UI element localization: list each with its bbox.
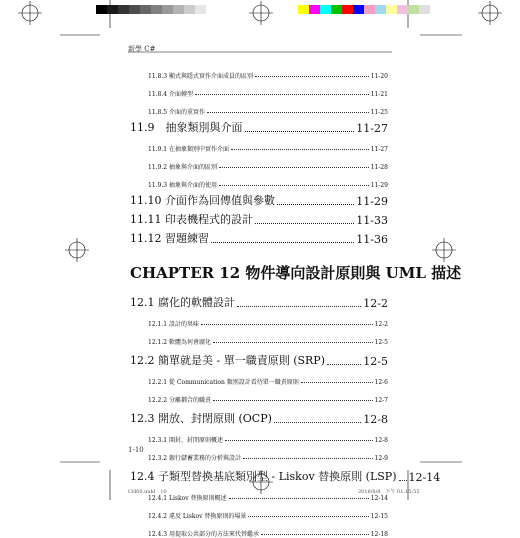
color-swatch (408, 5, 419, 14)
color-swatch (96, 5, 107, 14)
toc-subsection-entry (130, 444, 388, 462)
color-swatch (206, 5, 217, 14)
dot-leader (195, 94, 369, 95)
toc-entry-page: 12-2 (374, 321, 388, 328)
color-swatch (419, 5, 430, 14)
toc-entry-title: 12.1 腐化的軟體設計 (130, 296, 235, 309)
toc-entry-title: 12.2 簡單就是美 - 單一職責原則 (SRP) (130, 354, 325, 367)
dot-leader (201, 324, 373, 325)
toc-section-entry (130, 116, 388, 135)
toc-entry-title: 11.9 抽象類別與介面 (130, 121, 243, 134)
toc-entry-title: 12.3.1 開封、封閉原則概述 (148, 437, 223, 444)
toc-section-entry (130, 189, 388, 208)
color-swatch (184, 5, 195, 14)
toc-entry-page: 12-14 (370, 495, 388, 502)
toc-entry-title: 12.3.2 銀行儲蓄業務的分析與設計 (148, 455, 241, 462)
dot-leader (255, 223, 354, 224)
dot-leader (231, 149, 369, 150)
color-swatch (364, 5, 375, 14)
color-swatch (173, 5, 184, 14)
toc-entry-page: 11-33 (356, 214, 388, 227)
toc-entry-title: 11.9.1 在抽象類別中實作介面 (148, 146, 229, 153)
color-swatch (342, 5, 353, 14)
toc-entry-title: 12.2.2 分離耦合的職責 (148, 397, 211, 404)
chapter-heading: CHAPTER 12 物件導向設計原則與 UML 描述 (130, 264, 462, 282)
toc-entry-page: 12-5 (374, 339, 388, 346)
color-swatch (129, 5, 140, 14)
toc-entry-page: 11-36 (356, 233, 388, 246)
dot-leader (245, 131, 355, 132)
toc-subsection-entry (130, 520, 388, 538)
dot-leader (237, 306, 361, 307)
toc-entry-page: 12-6 (374, 379, 388, 386)
dot-leader (213, 400, 373, 401)
color-swatch (140, 5, 151, 14)
toc-entry-page: 11-25 (370, 109, 388, 116)
toc-entry-page: 12-7 (374, 397, 388, 404)
page-number: 1-10 (128, 446, 144, 454)
color-swatch (331, 5, 342, 14)
color-bar (298, 5, 430, 14)
toc-entry-title: 11.8.5 介面的重實作 (148, 109, 205, 116)
toc-entry-title: 11.9.3 抽象與介面的使用 (148, 182, 217, 189)
toc-entry-title: 11.9.2 抽象與介面的區別 (148, 164, 217, 171)
dot-leader (248, 516, 368, 517)
toc-entry-page: 11-27 (356, 122, 388, 135)
toc-section-entry (130, 208, 388, 227)
dot-leader (277, 204, 354, 205)
color-swatch (151, 5, 162, 14)
toc-entry-title: 11.11 印表機程式的設計 (130, 213, 253, 226)
toc-subsection-entry (130, 310, 388, 328)
toc-entry-title: 12.1.1 設計的臭味 (148, 321, 199, 328)
toc-subsection-entry (130, 135, 388, 153)
dot-leader (229, 498, 369, 499)
toc-entry-title: 12.4.2 違反 Liskov 替換原則的場景 (148, 513, 247, 520)
toc-entry-title: 12.4.3 用提取公共部分的方法來代替繼承 (148, 531, 259, 538)
toc-subsection-entry (130, 426, 388, 444)
color-swatch (320, 5, 331, 14)
running-header: 新學 C# (128, 45, 156, 53)
color-swatch (107, 5, 118, 14)
dot-leader (213, 342, 373, 343)
toc-entry-page: 12-15 (370, 513, 388, 520)
toc-section-entry (130, 346, 388, 368)
dot-leader (219, 185, 369, 186)
toc-subsection-entry (130, 386, 388, 404)
toc-entry-page: 11-28 (370, 164, 388, 171)
toc-entry-title: 12.4 子類型替換基底類別型 - Liskov 替換原則 (LSP) (130, 470, 397, 483)
toc-chapter-11-entries (130, 62, 388, 246)
color-swatch (195, 5, 206, 14)
dot-leader (243, 458, 373, 459)
dot-leader (211, 242, 354, 243)
toc-entry-page: 12-18 (370, 531, 388, 538)
toc-subsection-entry (130, 171, 388, 189)
toc-entry-title: 12.2.1 從 Communication 類別設計看待單一職責原則 (148, 379, 299, 386)
toc-subsection-entry (130, 80, 388, 98)
toc-entry-title: 11.8.3 顯式與隱式實作介面成員的區別 (148, 73, 253, 80)
file-label: CH00.indd 10 (128, 489, 167, 495)
toc-section-entry (130, 404, 388, 426)
toc-subsection-entry (130, 484, 388, 502)
toc-entry-page: 11-20 (370, 73, 388, 80)
toc-entry-title: 11.12 習題練習 (130, 232, 209, 245)
date-label: 2018/8/8 下午 01:15:55 (358, 489, 420, 495)
toc-entry-page: 12-8 (363, 413, 388, 426)
toc-entry-title: 12.4.1 Liskov 替換原則概述 (148, 495, 227, 502)
toc-section-entry (130, 462, 441, 484)
dot-leader (399, 480, 407, 481)
dot-leader (207, 112, 369, 113)
toc-entry-page: 11-21 (370, 91, 388, 98)
color-swatch (375, 5, 386, 14)
dot-leader (327, 364, 361, 365)
toc-entry-page: 12-5 (363, 355, 388, 368)
color-swatch (298, 5, 309, 14)
dot-leader (301, 382, 373, 383)
toc-entry-page: 12-14 (408, 471, 441, 484)
toc-entry-title: 12.3 開放、封閉原則 (OCP) (130, 412, 272, 425)
grayscale-bar (96, 5, 217, 14)
dot-leader (219, 167, 369, 168)
toc-entry-page: 12-9 (374, 455, 388, 462)
dot-leader (225, 440, 373, 441)
toc-section-entry (130, 227, 388, 246)
color-swatch (353, 5, 364, 14)
toc-subsection-entry (130, 368, 388, 386)
toc-subsection-entry (130, 328, 388, 346)
toc-subsection-entry (130, 502, 388, 520)
toc-subsection-entry (130, 62, 388, 80)
color-swatch (309, 5, 320, 14)
toc-entry-page: 11-29 (356, 195, 388, 208)
dot-leader (261, 534, 369, 535)
toc-section-entry (130, 288, 388, 310)
toc-entry-page: 11-29 (370, 182, 388, 189)
toc-entry-title: 11.8.4 介面轉型 (148, 91, 193, 98)
toc-entry-title: 12.1.2 軟體為何會腐化 (148, 339, 211, 346)
toc-entry-page: 12-8 (374, 437, 388, 444)
color-swatch (397, 5, 408, 14)
dot-leader (274, 422, 361, 423)
toc-subsection-entry (130, 98, 388, 116)
toc-entry-page: 12-2 (363, 297, 388, 310)
color-swatch (162, 5, 173, 14)
toc-entry-title: 11.10 介面作為回傳值與參數 (130, 194, 275, 207)
toc-entry-page: 11-27 (370, 146, 388, 153)
dot-leader (255, 76, 369, 77)
color-swatch (386, 5, 397, 14)
color-swatch (118, 5, 129, 14)
toc-subsection-entry (130, 153, 388, 171)
